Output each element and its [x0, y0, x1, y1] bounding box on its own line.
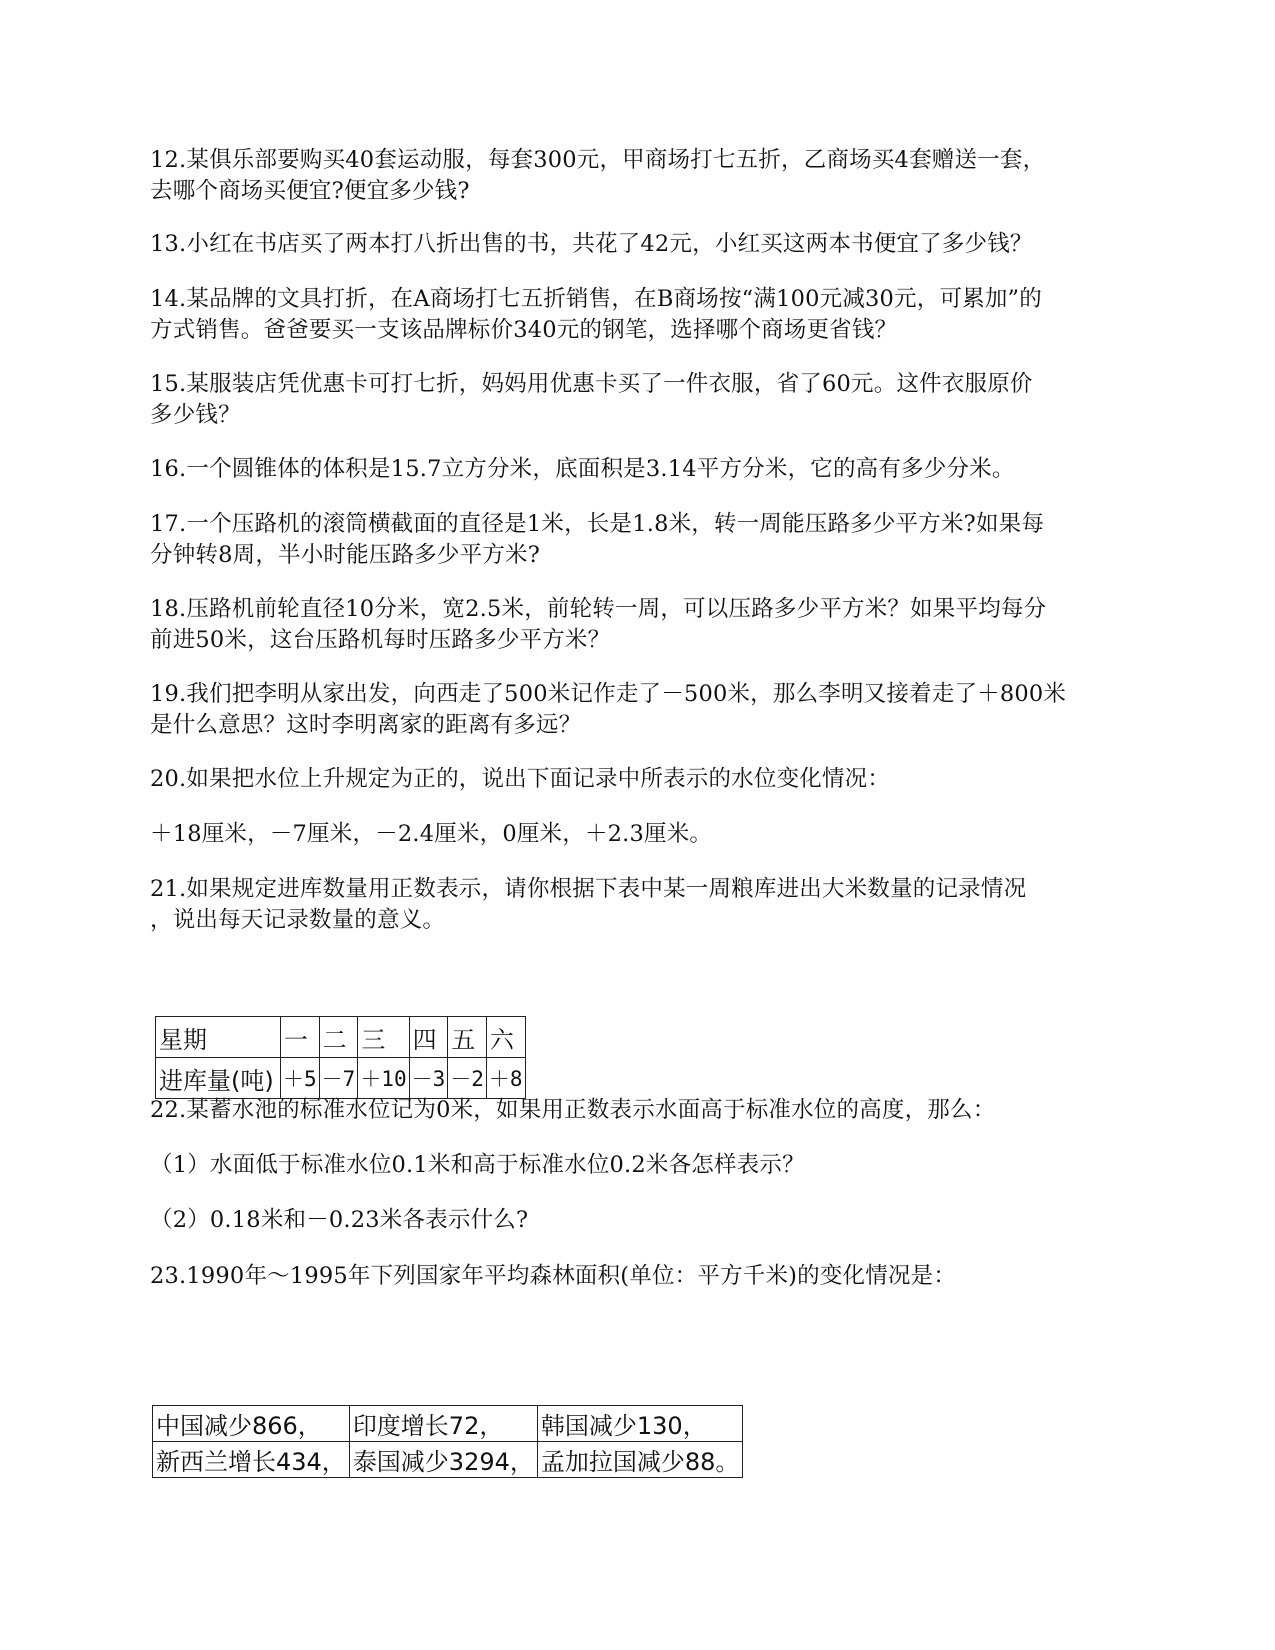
question-20	[150, 764, 1130, 795]
table-row	[156, 1058, 526, 1099]
question-16	[150, 454, 1130, 485]
question-12-line-1: 12.某俱乐部要购买40套运动服，每套300元，甲商场打七五折，乙商场买4套赠送一套，	[150, 147, 1046, 173]
question-20-values	[150, 819, 1130, 850]
question-19-line-2: 是什么意思？这时李明离家的距离有多远？	[150, 712, 582, 738]
question-19	[150, 679, 1130, 741]
table-cell: ＋8	[486, 1058, 525, 1099]
question-18	[150, 594, 1130, 656]
table-cell: 星期	[156, 1017, 281, 1058]
question-23	[150, 1261, 1130, 1292]
question-20-line-1: 20.如果把水位上升规定为正的，说出下面记录中所表示的水位变化情况：	[150, 766, 891, 792]
question-15-line-2: 多少钱？	[150, 402, 241, 428]
question-15	[150, 369, 1130, 431]
table-cell: 孟加拉国减少88。	[537, 1442, 743, 1478]
question-13	[150, 229, 1130, 260]
question-19-line-1: 19.我们把李明从家出发，向西走了500米记作走了－500米，那么李明又接着走了＋800米	[150, 681, 1067, 707]
table-cell: －3	[409, 1058, 448, 1099]
table-cell: 一	[281, 1017, 320, 1058]
question-21-line-2: ，说出每天记录数量的意义。	[150, 907, 446, 933]
question-12	[150, 145, 1130, 207]
table-cell: 二	[319, 1017, 358, 1058]
question-16-line-1: 16.一个圆锥体的体积是15.7立方分米，底面积是3.14平方分米，它的高有多少分米。	[150, 456, 1015, 482]
question-22-line-1: 22.某蓄水池的标准水位记为0米，如果用正数表示水面高于标准水位的高度，那么：	[150, 1097, 996, 1123]
table-row	[153, 1442, 743, 1478]
question-18-line-2: 前进50米，这台压路机每时压路多少平方米？	[150, 627, 611, 653]
table-cell: 五	[448, 1017, 487, 1058]
question-15-line-1: 15.某服装店凭优惠卡可打七折，妈妈用优惠卡买了一件衣服，省了60元。这件衣服原价	[150, 371, 1033, 397]
question-22-part-2	[150, 1205, 1130, 1236]
table-cell: 进库量(吨)	[156, 1058, 281, 1099]
table-cell: －2	[448, 1058, 487, 1099]
table-cell: 中国减少866，	[153, 1406, 350, 1442]
question-18-line-1: 18.压路机前轮直径10分米，宽2.5米，前轮转一周，可以压路多少平方米？如果平均每分	[150, 596, 1047, 622]
table-row	[156, 1017, 526, 1058]
table-cell: 六	[486, 1017, 525, 1058]
question-22-part-1	[150, 1150, 1130, 1181]
table-cell: 三	[358, 1017, 409, 1058]
question-14-line-2: 方式销售。爸爸要买一支该品牌标价340元的钢笔，选择哪个商场更省钱？	[150, 317, 898, 343]
table-cell: 韩国减少130，	[537, 1406, 743, 1442]
question-17	[150, 509, 1130, 571]
weekly-storage-table	[155, 1016, 526, 1099]
question-17-line-2: 分钟转8周，半小时能压路多少平方米?	[150, 542, 540, 568]
table-cell: 新西兰增长434，	[153, 1442, 350, 1478]
table-cell: ＋10	[358, 1058, 409, 1099]
question-17-line-1: 17.一个压路机的滚筒横截面的直径是1米，长是1.8米，转一周能压路多少平方米?如果每	[150, 511, 1045, 537]
question-14-line-1: 14.某品牌的文具打折，在A商场打七五折销售，在B商场按“满100元减30元，可累加”的	[150, 286, 1042, 312]
question-12-line-2: 去哪个商场买便宜?便宜多少钱?	[150, 178, 470, 204]
question-23-line-1: 23.1990年～1995年下列国家年平均森林面积(单位：平方千米)的变化情况是：	[150, 1263, 957, 1289]
question-13-line-1: 13.小红在书店买了两本打八折出售的书，共花了42元，小红买这两本书便宜了多少钱？	[150, 231, 1033, 257]
table-cell: 印度增长72，	[349, 1406, 537, 1442]
question-21-line-1: 21.如果规定进库数量用正数表示，请你根据下表中某一周粮库进出大米数量的记录情况	[150, 876, 1027, 902]
table-cell: ＋5	[281, 1058, 320, 1099]
question-22-sub-2: （2）0.18米和－0.23米各表示什么?	[150, 1207, 529, 1233]
question-22	[150, 1095, 1130, 1126]
question-22-sub-1: （1）水面低于标准水位0.1米和高于标准水位0.2米各怎样表示？	[150, 1152, 805, 1178]
question-20-line-2: ＋18厘米，－7厘米，－2.4厘米，0厘米，＋2.3厘米。	[150, 821, 713, 847]
question-21	[150, 874, 1130, 936]
question-14	[150, 284, 1130, 346]
forest-area-table	[152, 1405, 743, 1478]
table-row	[153, 1406, 743, 1442]
table-cell: 泰国减少3294，	[349, 1442, 537, 1478]
table-cell: －7	[319, 1058, 358, 1099]
table-cell: 四	[409, 1017, 448, 1058]
